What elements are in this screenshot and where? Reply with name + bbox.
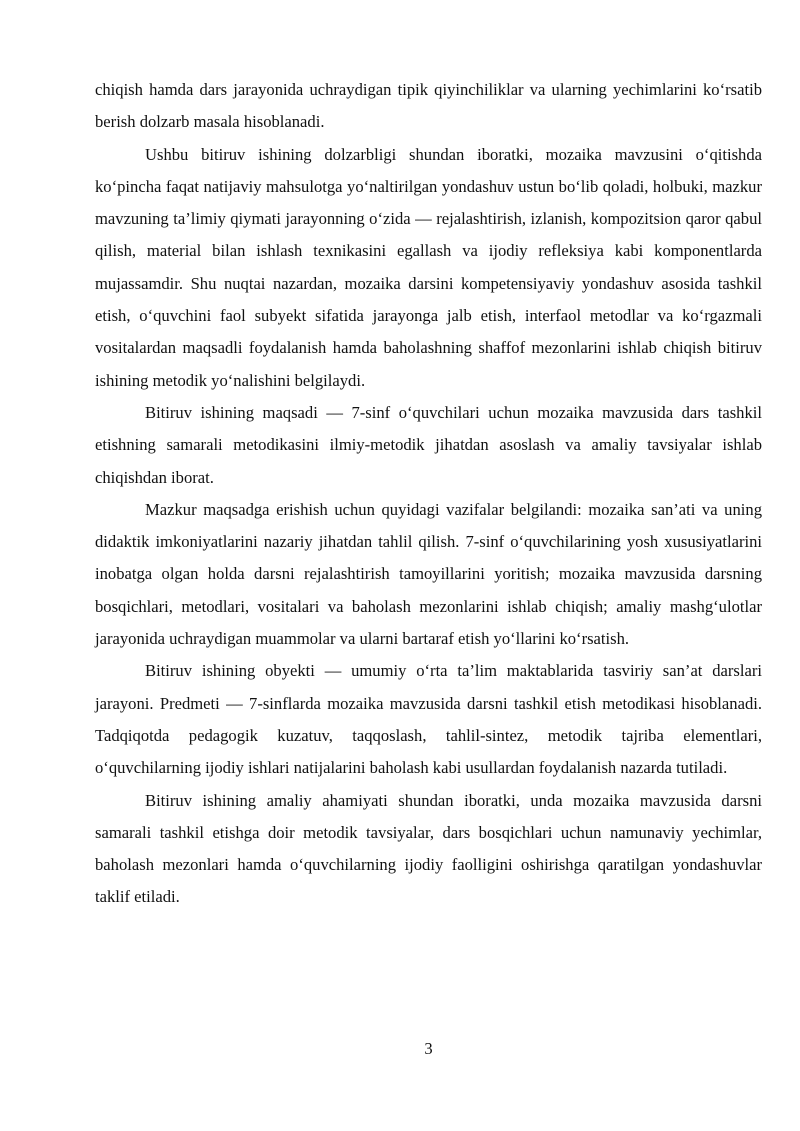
paragraph-practical-significance: Bitiruv ishining amaliy ahamiyati shundan iboratki, unda mozaika mavzusida darsni samarali tashkil etishga doir metodik tavsiyalar, dars bosqichlari uchun namunaviy yechimlar, baholash mezonlari hamda o‘quvchilarning ijodiy faolligini oshirishga qaratilgan yondashuvlar taklif etiladi. bbox=[95, 790, 762, 907]
document-page bbox=[95, 74, 762, 914]
paragraph-continuation: chiqish hamda dars jarayonida uchraydigan tipik qiyinchiliklar va ularning yechimlarini ko‘rsatib berish dolzarb masala hisoblanadi. bbox=[95, 80, 762, 132]
paragraph-object-subject: Bitiruv ishining obyekti — umumiy o‘rta ta’lim maktablarida tasviriy san’at darslari jarayoni. Predmeti — 7-sinflarda mozaika mavzusida darsni tashkil etish metodikasi hisoblanadi. Tadqiqotda pedagogik kuzatuv, taqqoslash, tahlil-sintez, metodik tajriba elementlari, o‘quvchilarning ijodiy ishlari natijalarini baholash kabi usullardan foydalanish nazarda tutiladi. bbox=[95, 661, 762, 778]
paragraph-tasks: Mazkur maqsadga erishish uchun quyidagi vazifalar belgilandi: mozaika san’ati va uning didaktik imkoniyatlarini nazariy jihatdan tahlil qilish. 7-sinf o‘quvchilarining yosh xususiyatlarini inobatga olgan holda darsni rejalashtirish tamoyillarini yoritish; mozaika mavzusida darsning bosqichlari, metodlari, vositalari va baholash mezonlarini ishlab chiqish; amaliy mashg‘ulotlar jarayonida uchraydigan muammolar va ularni bartaraf etish yo‘llarini ko‘rsatish. bbox=[95, 499, 762, 649]
paragraph-goal: Bitiruv ishining maqsadi — 7-sinf o‘quvchilari uchun mozaika mavzusida dars tashkil etishning samarali metodikasini ilmiy-metodik jihatdan asoslash va amaliy tavsiyalar ishlab chiqishdan iborat. bbox=[95, 402, 762, 487]
paragraph-relevance: Ushbu bitiruv ishining dolzarbligi shundan iboratki, mozaika mavzusini o‘qitishda ko‘pincha faqat natijaviy mahsulotga yo‘naltirilgan yondashuv ustun bo‘lib qoladi, holbuki, mazkur mavzuning ta’limiy qiymati jarayonning o‘zida — rejalashtirish, izlanish, kompozitsion qaror qabul qilish, material bilan ishlash texnikasini egallash va ijodiy refleksiya kabi komponentlarda mujassamdir. Shu nuqtai nazardan, mozaika darsini kompetensiyaviy yondashuv asosida tashkil etish, o‘quvchini faol subyekt sifatida jarayonga jalb etish, interfaol metodlar va ko‘rgazmali vositalardan maqsadli foydalanish hamda baholashning shaffof mezonlarini ishlab chiqish bitiruv ishining metodik yo‘nalishini belgilaydi. bbox=[95, 144, 762, 390]
page-number: 3 bbox=[424, 1039, 433, 1058]
